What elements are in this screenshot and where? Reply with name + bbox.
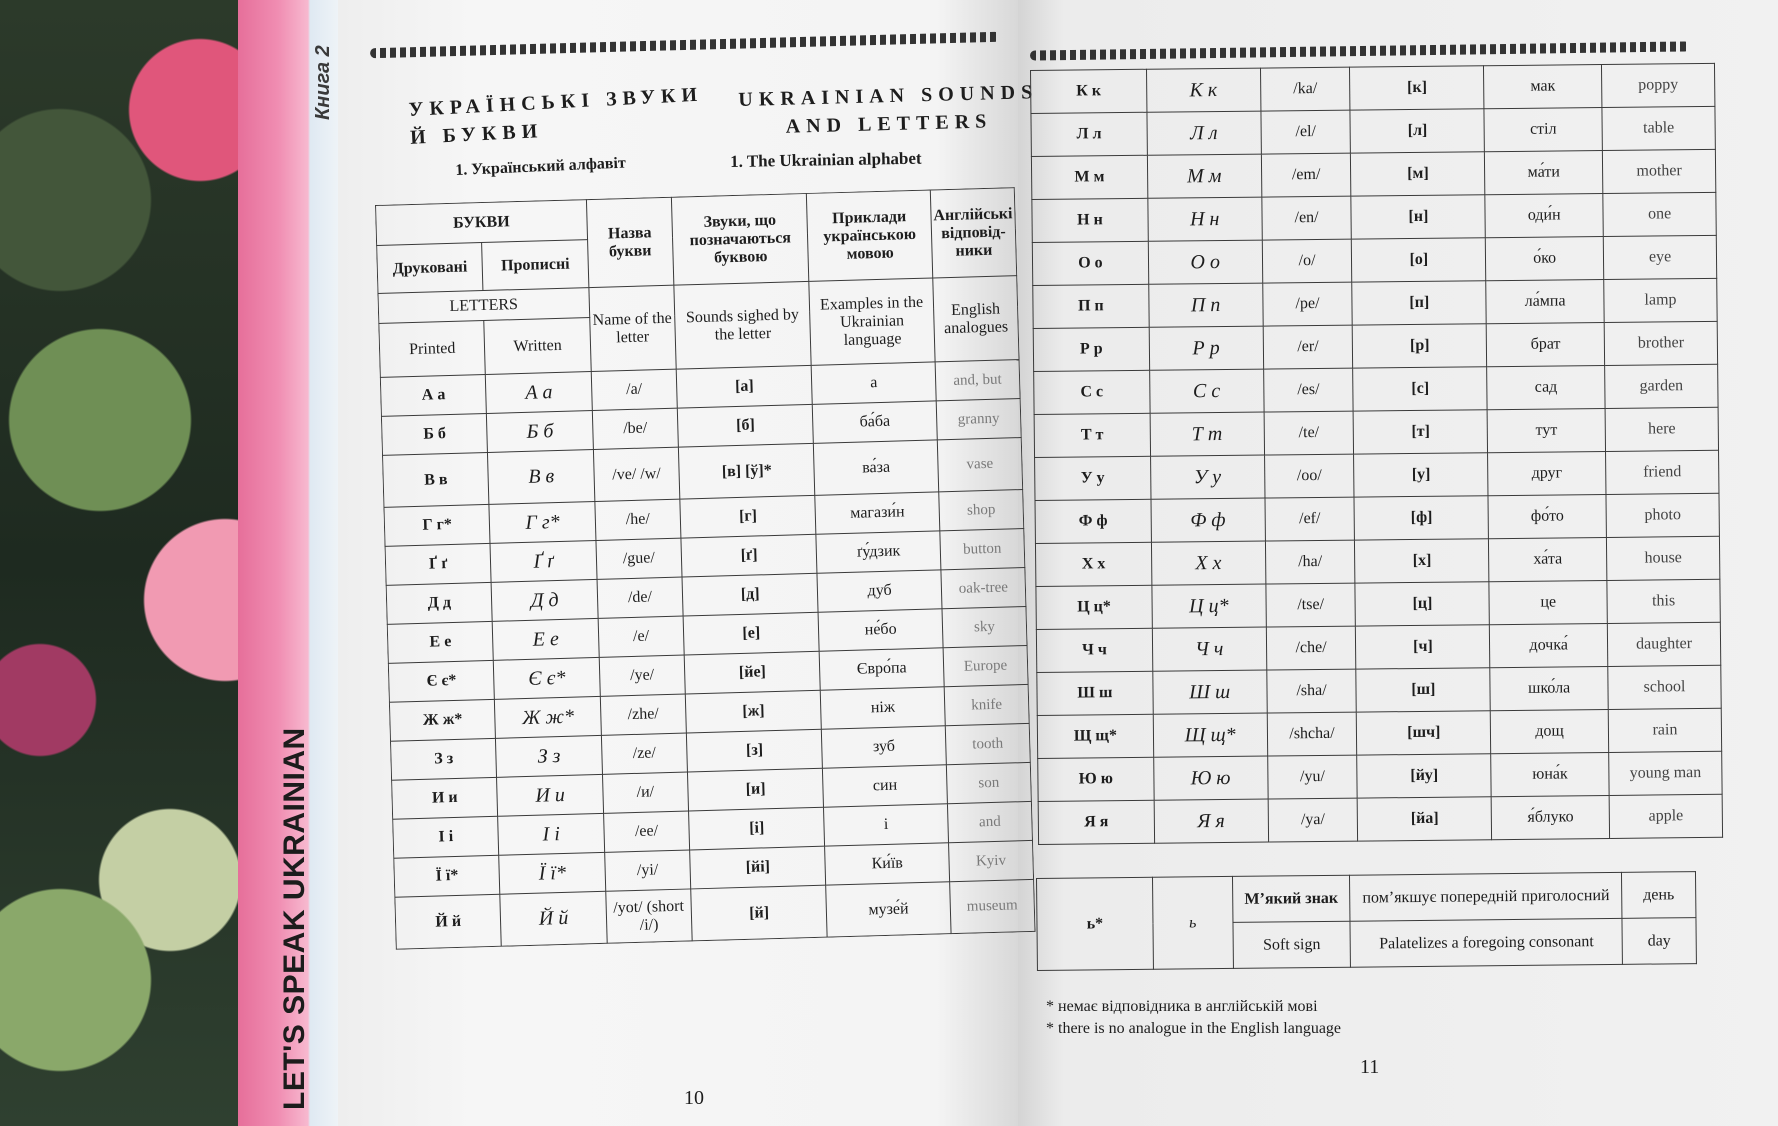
cell-analogue: poppy: [1602, 63, 1715, 107]
cell-name: /yu/: [1267, 755, 1357, 799]
cell-analogue: knife: [944, 684, 1029, 725]
cell-sound: [ч]: [1356, 625, 1490, 669]
cell-printed: Т т: [1034, 413, 1150, 457]
cell-name: /gue/: [596, 538, 682, 579]
cell-printed: М м: [1031, 155, 1147, 199]
spine-title: LET'S SPEAK UKRAINIAN: [278, 727, 311, 1110]
cell-example: а: [812, 362, 936, 404]
cell-analogue: museum: [949, 879, 1035, 933]
hdr-sounds-ua: Звуки, що позначаються буквою: [671, 193, 809, 285]
cell-analogue: garden: [1605, 364, 1718, 408]
cell-written: Ч ч: [1152, 627, 1266, 671]
cell-name: /de/: [597, 577, 683, 618]
hdr-letters-en: LETTERS: [378, 288, 590, 324]
cell-sound: [х]: [1355, 539, 1489, 583]
cell-name: /ye/: [599, 655, 685, 696]
cell-printed: І і: [393, 816, 500, 858]
cell-analogue: button: [940, 529, 1025, 570]
cell-analogue: sky: [942, 606, 1027, 647]
cell-printed: П п: [1033, 284, 1149, 328]
cell-name: /e/: [598, 616, 684, 657]
cell-written: Р р: [1149, 326, 1263, 370]
cell-example: тут: [1487, 408, 1605, 452]
cell-written: Я я: [1154, 799, 1268, 843]
cell-written: Ш ш: [1153, 670, 1267, 714]
cell-analogue: young man: [1609, 751, 1722, 795]
cell-analogue: this: [1607, 579, 1720, 623]
cell-example: я́блуко: [1491, 795, 1609, 839]
cell-written: Й й: [500, 891, 607, 946]
cell-printed: Н н: [1032, 198, 1148, 242]
cell-printed: Ч ч: [1036, 628, 1152, 672]
cell-written: П п: [1149, 283, 1263, 327]
soft-sign-desc-en: Palatelizes a foregoing consonant: [1350, 918, 1622, 967]
cell-analogue: and: [947, 801, 1032, 842]
cell-sound: [о]: [1352, 238, 1486, 282]
cell-printed: Щ щ*: [1037, 714, 1153, 758]
cell-analogue: mother: [1602, 149, 1715, 193]
hdr-printed-en: Printed: [379, 320, 486, 377]
page-number-left: 10: [684, 1087, 704, 1109]
cell-sound: [м]: [1351, 152, 1485, 196]
cell-analogue: oak-tree: [941, 567, 1026, 608]
cell-example: не́бо: [818, 609, 942, 651]
cell-example: мак: [1484, 65, 1602, 109]
hdr-analog-ua: Англійські відповід-ники: [930, 188, 1017, 278]
cell-written: Х х: [1151, 541, 1265, 585]
cell-analogue: son: [946, 762, 1031, 803]
cell-example: ніж: [821, 687, 945, 729]
cell-example: сад: [1487, 365, 1605, 409]
soft-sign-name-en: Soft sign: [1233, 921, 1351, 968]
cell-analogue: eye: [1603, 235, 1716, 279]
cell-name: /shcha/: [1267, 712, 1357, 756]
cell-example: і: [824, 804, 948, 846]
table-row: [1036, 579, 1720, 629]
cell-analogue: granny: [936, 399, 1021, 440]
cell-printed: Р р: [1033, 327, 1149, 371]
cell-written: О о: [1148, 240, 1262, 284]
cell-example: син: [823, 765, 947, 807]
cell-written: Ґ ґ: [490, 540, 596, 582]
subheading-en: 1. The Ukrainian alphabet: [730, 148, 922, 171]
table-row: [1035, 493, 1719, 543]
cell-example: ґу́дзик: [816, 531, 940, 573]
cell-sound: [шч]: [1357, 711, 1491, 755]
cell-printed: Д д: [386, 582, 493, 624]
cell-sound: [йі]: [690, 846, 826, 889]
cell-example: Євро́па: [820, 648, 944, 690]
table-row: [1033, 321, 1717, 371]
cell-example: о́ко: [1486, 237, 1604, 281]
cell-analogue: brother: [1604, 321, 1717, 365]
cell-example: дощ: [1490, 709, 1608, 753]
cell-sound: [ш]: [1356, 668, 1490, 712]
cell-analogue: apple: [1609, 794, 1722, 838]
cell-printed: Х х: [1035, 542, 1151, 586]
cell-sound: [й]: [691, 885, 828, 941]
cell-example: стіл: [1484, 108, 1602, 152]
cell-written: Ї ї*: [499, 852, 605, 894]
cell-example: магази́н: [815, 492, 939, 534]
cell-written: Л л: [1147, 111, 1261, 155]
cell-example: музе́й: [826, 882, 951, 937]
cell-example: дочка́: [1490, 623, 1608, 667]
cell-sound: [р]: [1353, 324, 1487, 368]
cell-analogue: table: [1602, 106, 1715, 150]
cell-name: /tse/: [1265, 583, 1355, 627]
hdr-name-ua: Назва букви: [586, 197, 674, 287]
soft-sign-name-ua: М’який знак: [1232, 875, 1350, 922]
cell-name: /ef/: [1265, 497, 1355, 541]
cell-sound: [и]: [687, 768, 823, 811]
cell-analogue: Europe: [943, 645, 1028, 686]
cell-sound: [н]: [1351, 195, 1485, 239]
cell-name: /a/: [591, 369, 677, 410]
cell-printed: Ї ї*: [394, 855, 501, 897]
table-row: [1033, 278, 1717, 328]
cell-sound: [е]: [683, 612, 819, 655]
cell-analogue: tooth: [945, 723, 1030, 764]
cell-name: /en/: [1261, 196, 1351, 240]
cell-printed: В в: [382, 452, 489, 507]
cell-sound: [д]: [682, 573, 818, 616]
cell-analogue: rain: [1608, 708, 1721, 752]
heading-en: UKRAINIAN SOUNDS AND LETTERS: [738, 81, 1039, 138]
soft-sign-written: ь: [1152, 876, 1233, 969]
cell-analogue: and, but: [935, 360, 1020, 401]
cell-name: /oo/: [1264, 454, 1354, 498]
cell-printed: Я я: [1038, 800, 1154, 844]
cell-name: /ve/ /w/: [593, 447, 680, 501]
cell-written: А а: [486, 372, 592, 414]
cell-printed: Б б: [381, 413, 488, 455]
hdr-analog-en: English analogues: [933, 276, 1019, 362]
hdr-name-en: Name of the letter: [589, 285, 677, 371]
cell-written: У у: [1150, 455, 1264, 499]
cell-name: /ka/: [1260, 67, 1350, 111]
hdr-written-en: Written: [484, 318, 591, 375]
cell-sound: [йу]: [1357, 754, 1491, 798]
cell-printed: Ц ц*: [1036, 585, 1152, 629]
cell-written: Е е: [493, 618, 599, 660]
cell-example: ма́ти: [1485, 151, 1603, 195]
cell-analogue: photo: [1606, 493, 1719, 537]
cell-printed: Ґ ґ: [385, 543, 492, 585]
cell-sound: [с]: [1353, 367, 1487, 411]
table-row: [1038, 794, 1722, 844]
cell-sound: [а]: [676, 365, 812, 408]
cell-sound: [ґ]: [681, 534, 817, 577]
hdr-sounds-en: Sounds sighed by the letter: [674, 281, 812, 369]
cell-sound: [ц]: [1355, 582, 1489, 626]
cell-written: Н н: [1148, 197, 1262, 241]
cell-example: фо́то: [1488, 494, 1606, 538]
cell-example: зуб: [822, 726, 946, 768]
table-row: [1036, 622, 1720, 672]
table-row: [1031, 149, 1715, 199]
cell-sound: [п]: [1352, 281, 1486, 325]
cell-example: брат: [1486, 323, 1604, 367]
cell-example: оди́н: [1485, 194, 1603, 238]
cell-sound: [т]: [1354, 410, 1488, 454]
cell-written: Д д: [492, 579, 598, 621]
cell-printed: Ф ф: [1035, 499, 1151, 543]
cell-written: В в: [488, 450, 595, 505]
cell-name: /ze/: [601, 733, 687, 774]
cell-example: друг: [1488, 451, 1606, 495]
cell-example: шко́ла: [1490, 666, 1608, 710]
cell-name: /che/: [1266, 626, 1356, 670]
table-row: [1034, 364, 1718, 414]
cell-example: ба́ба: [813, 401, 937, 443]
cell-sound: [г]: [680, 495, 816, 538]
cell-written: Є є*: [494, 657, 600, 699]
cell-name: /и/: [602, 772, 688, 813]
floral-cover: [0, 0, 245, 1126]
footnote-en: * there is no analogue in the English language: [1046, 1020, 1342, 1037]
cell-written: С с: [1149, 369, 1263, 413]
soft-sign-example-en: day: [1622, 918, 1696, 965]
cell-written: І і: [498, 813, 604, 855]
cell-name: /yi/: [604, 850, 690, 891]
cell-name: /zhe/: [600, 694, 686, 735]
cell-written: Ф ф: [1151, 498, 1265, 542]
alphabet-table-right: [1030, 63, 1723, 845]
table-row: [1031, 106, 1715, 156]
cell-printed: Є є*: [388, 660, 495, 702]
cell-name: /ee/: [603, 811, 689, 852]
cell-printed: Ш ш: [1037, 671, 1153, 715]
cell-sound: [йе]: [684, 651, 820, 694]
cell-name: /yot/ (short /i/): [606, 889, 693, 943]
cell-name: /er/: [1263, 325, 1353, 369]
cell-sound: [і]: [689, 807, 825, 850]
cell-name: /te/: [1264, 411, 1354, 455]
cell-written: М м: [1147, 154, 1261, 198]
cell-example: ва́за: [814, 440, 939, 495]
cell-analogue: lamp: [1604, 278, 1717, 322]
table-row: [1032, 235, 1716, 285]
cell-analogue: Kyiv: [948, 840, 1033, 881]
cell-written: Щ щ*: [1153, 713, 1267, 757]
footnote-ua: * немає відповідника в англійській мові: [1046, 998, 1318, 1015]
cell-written: Б б: [487, 411, 593, 453]
cell-printed: Ю ю: [1038, 757, 1154, 801]
subheading-ua: 1. Український алфавіт: [455, 154, 627, 179]
table-row: [1038, 751, 1722, 801]
cell-name: /he/: [595, 499, 681, 540]
soft-sign-table: [1036, 871, 1697, 971]
cell-sound: [к]: [1350, 66, 1484, 110]
cell-printed: У у: [1035, 456, 1151, 500]
cell-sound: [б]: [677, 404, 813, 447]
cell-analogue: vase: [937, 438, 1023, 492]
cell-example: ла́мпа: [1486, 280, 1604, 324]
table-row: [1037, 708, 1721, 758]
alphabet-table-left: [375, 187, 1036, 950]
cell-printed: И и: [392, 777, 499, 819]
cell-written: К к: [1146, 68, 1260, 112]
cell-name: /sha/: [1266, 669, 1356, 713]
cell-sound: [л]: [1350, 109, 1484, 153]
cell-sound: [в] [ў]*: [678, 443, 815, 499]
cell-analogue: shop: [939, 490, 1024, 531]
hdr-examples-ua: Приклади українською мовою: [807, 190, 933, 281]
cell-written: И и: [497, 774, 603, 816]
cell-printed: Г г*: [384, 504, 491, 546]
cell-sound: [йа]: [1358, 797, 1492, 841]
cell-printed: Й й: [395, 894, 502, 949]
cell-printed: О о: [1032, 241, 1148, 285]
soft-sign-desc-ua: пом’якшує попередній приголосний: [1350, 872, 1622, 921]
cell-name: /es/: [1263, 368, 1353, 412]
table-row: [1035, 450, 1719, 500]
cell-written: Т т: [1150, 412, 1264, 456]
cell-written: Ю ю: [1153, 756, 1267, 800]
cell-sound: [з]: [686, 729, 822, 772]
hdr-letters-ua: БУКВИ: [376, 200, 588, 246]
cell-printed: З з: [390, 738, 497, 780]
cell-example: ха́та: [1489, 537, 1607, 581]
spine-book-label: Книга 2: [312, 45, 334, 120]
cell-printed: А а: [380, 374, 487, 416]
cell-analogue: here: [1605, 407, 1718, 451]
cell-printed: Ж ж*: [389, 699, 496, 741]
cell-analogue: school: [1608, 665, 1721, 709]
cell-written: Ц ц*: [1152, 584, 1266, 628]
cell-name: /pe/: [1262, 282, 1352, 326]
cell-printed: К к: [1031, 69, 1147, 113]
cell-sound: [ф]: [1354, 496, 1488, 540]
table-row: [1031, 63, 1715, 113]
cell-name: /ya/: [1268, 798, 1358, 842]
cell-example: Ки́їв: [825, 843, 949, 885]
cell-printed: Л л: [1031, 112, 1147, 156]
table-row: [1035, 536, 1719, 586]
hdr-printed-ua: Друковані: [377, 243, 484, 294]
hdr-written-ua: Прописні: [482, 240, 589, 291]
cell-name: /be/: [592, 408, 678, 449]
cell-analogue: house: [1607, 536, 1720, 580]
table-row: [1034, 407, 1718, 457]
cell-written: Г г*: [489, 501, 595, 543]
cell-analogue: friend: [1606, 450, 1719, 494]
cell-example: це: [1489, 580, 1607, 624]
cell-sound: [ж]: [685, 690, 821, 733]
cell-name: /el/: [1261, 110, 1351, 154]
cell-analogue: daughter: [1607, 622, 1720, 666]
cell-analogue: one: [1603, 192, 1716, 236]
cell-sound: [у]: [1354, 453, 1488, 497]
cell-printed: Е е: [387, 621, 494, 663]
page-number-right: 11: [1360, 1056, 1380, 1078]
cell-name: /o/: [1262, 239, 1352, 283]
cell-name: /em/: [1261, 153, 1351, 197]
cell-printed: С с: [1034, 370, 1150, 414]
cell-name: /ha/: [1265, 540, 1355, 584]
table-row: [1037, 665, 1721, 715]
table-row: [1032, 192, 1716, 242]
heading-ua: УКРАЇНСЬКІ ЗВУКИ Й БУКВИ: [408, 83, 704, 149]
soft-sign-letter: ь*: [1037, 877, 1154, 970]
soft-sign-example-ua: день: [1622, 872, 1696, 919]
cell-example: юна́к: [1491, 752, 1609, 796]
cell-example: дуб: [817, 570, 941, 612]
hdr-examples-en: Examples in the Ukrainian language: [809, 278, 935, 365]
cell-written: З з: [496, 735, 602, 777]
cell-written: Ж ж*: [495, 696, 601, 738]
